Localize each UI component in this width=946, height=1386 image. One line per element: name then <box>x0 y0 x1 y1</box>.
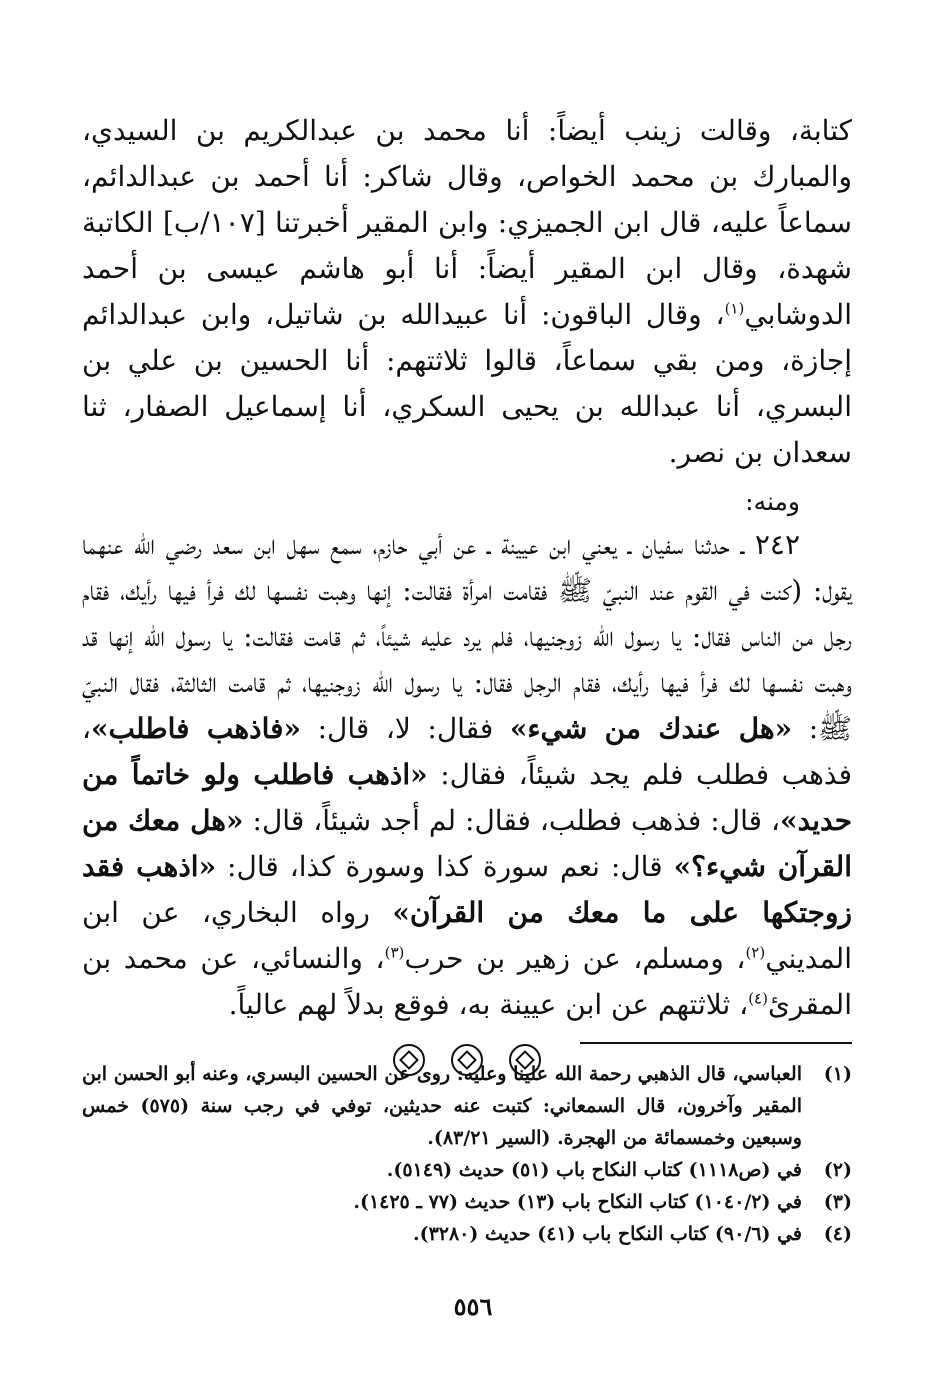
prophetic-quote: «اذهب فقد زوجتكها على ما معك من القرآن» <box>82 850 853 929</box>
text-span: ، والنسائي، عن محمد بن المقرئ <box>82 942 852 1021</box>
text-span: ، وقال الباقون: أنا عبيدالله بن شاتيل، وابن عبدالدائم إجازة، ومن بقي سماعاً، قالوا ثلاثتهم: أنا الحسين بن علي بن البسري، أنا عبدالله بن يحيى السكري، أنا إسماعيل الصفار، ثنا سعدان بن نصر. <box>82 298 852 469</box>
footnote-number: (٤) <box>823 1223 852 1245</box>
footnote-text: العباسي، قال الذهبي رحمة الله علينا وعليه: روى عن الحسين البسري، وعنه أبو الحسن ابن المقير وآخرون، قال السمعاني: كتبت عنه حديثين، توفي في رجب سنة (٥٧٥) خمس وسبعين وخمسمائة من الهجرة. (السير ٨٣/٢١). <box>82 1063 803 1149</box>
sub-heading: ومنه: <box>745 487 800 516</box>
footnote <box>82 1186 852 1218</box>
footnote <box>82 1058 852 1154</box>
footnote-number: (١) <box>823 1063 852 1085</box>
text-span: ، ثلاثتهم عن ابن عيينة به، فوقع بدلاً لهم عالياً. <box>228 988 749 1021</box>
text-span: فقال: لا، قال: <box>301 712 510 745</box>
text-span: ٢٤٢ ـ حدثنا سفيان ـ يعني ابن عيينة ـ عن أبي حازم، سمع سهل ابن سعد رضي الله عنهما يقول: (كنت في القوم عند النبيّ ﷺ فقامت امرأة فقالت: إنها وهبت نفسها لك فرأ فيها رأيك، فقام رجل من الناس فقال: يا رسول الله زوجنيها، فلم يرد عليه شيئاً، ثم قامت فقالت: يا رسول الله إنها قد وهبت نفسها لك فرأ فيها رأيك، فقام الرجل فقال: يا رسول الله زوجنيها، ثم قامت الثالثة، فقال النبيّ ﷺ: <box>82 528 853 745</box>
text-span: رواه البخاري، عن ابن المديني <box>82 896 852 975</box>
footnote-ref-1[interactable]: (١) <box>724 299 745 318</box>
footnote-number: (٣) <box>823 1191 852 1213</box>
hadith-paragraph <box>82 522 852 1028</box>
page-content <box>82 108 852 1084</box>
footnote-ref-2[interactable]: (٢) <box>745 943 766 962</box>
footnote-text: في (ص١١١٨) كتاب النكاح باب (٥١) حديث (٥١٤٩). <box>386 1159 802 1181</box>
prophetic-quote: «فاذهب فاطلب» <box>91 712 302 745</box>
text-span: ، ومسلم، عن زهير بن حرب <box>404 942 746 975</box>
footnote <box>82 1154 852 1186</box>
footnote-text: في (١٠٤٠/٢) كتاب النكاح باب (١٣) حديث (٧٧ ـ ١٤٢٥). <box>353 1191 802 1213</box>
prophetic-quote: «اذهب فاطلب ولو خاتماً من حديد» <box>82 758 852 837</box>
footnote-separator <box>580 1042 852 1044</box>
prophetic-quote: «هل عندك من شيء» <box>509 712 793 745</box>
footnote-text: في (٩٠/٦) كتاب النكاح باب (٤١) حديث (٣٢٨٠). <box>412 1223 802 1245</box>
paragraph-isnad <box>82 108 852 476</box>
footnote <box>82 1218 852 1250</box>
main-text <box>82 108 852 1028</box>
text-span: ، قال: فذهب فطلب، فقال: لم أجد شيئاً، قال: <box>243 804 780 837</box>
prophetic-quote: «هل معك من القرآن شيء؟» <box>82 804 852 883</box>
text-span: قال: نعم سورة كذا وسورة كذا، قال: <box>216 850 674 883</box>
text-span: كتابة، وقالت زينب أيضاً: أنا محمد بن عبدالكريم بن السيدي، والمبارك بن محمد الخواص، وقال شاكر: أنا أحمد بن عبدالدائم، سماعاً عليه، قال ابن الجميزي: وابن المقير أخبرتنا [١٠٧/ب] الكاتبة شهدة، وقال ابن المقير أيضاً: أنا أبو هاشم عيسى بن أحمد الدوشابي <box>82 114 852 331</box>
footnote-number: (٢) <box>823 1159 852 1181</box>
footnote-ref-4[interactable]: (٤) <box>748 989 768 1008</box>
text-span: ، فذهب فطلب فلم يجد شيئاً، فقال: <box>82 712 852 791</box>
footnotes <box>82 1058 852 1250</box>
page-number: ٥٥٦ <box>453 1292 493 1321</box>
footnote-ref-3[interactable]: (٣) <box>384 943 405 962</box>
